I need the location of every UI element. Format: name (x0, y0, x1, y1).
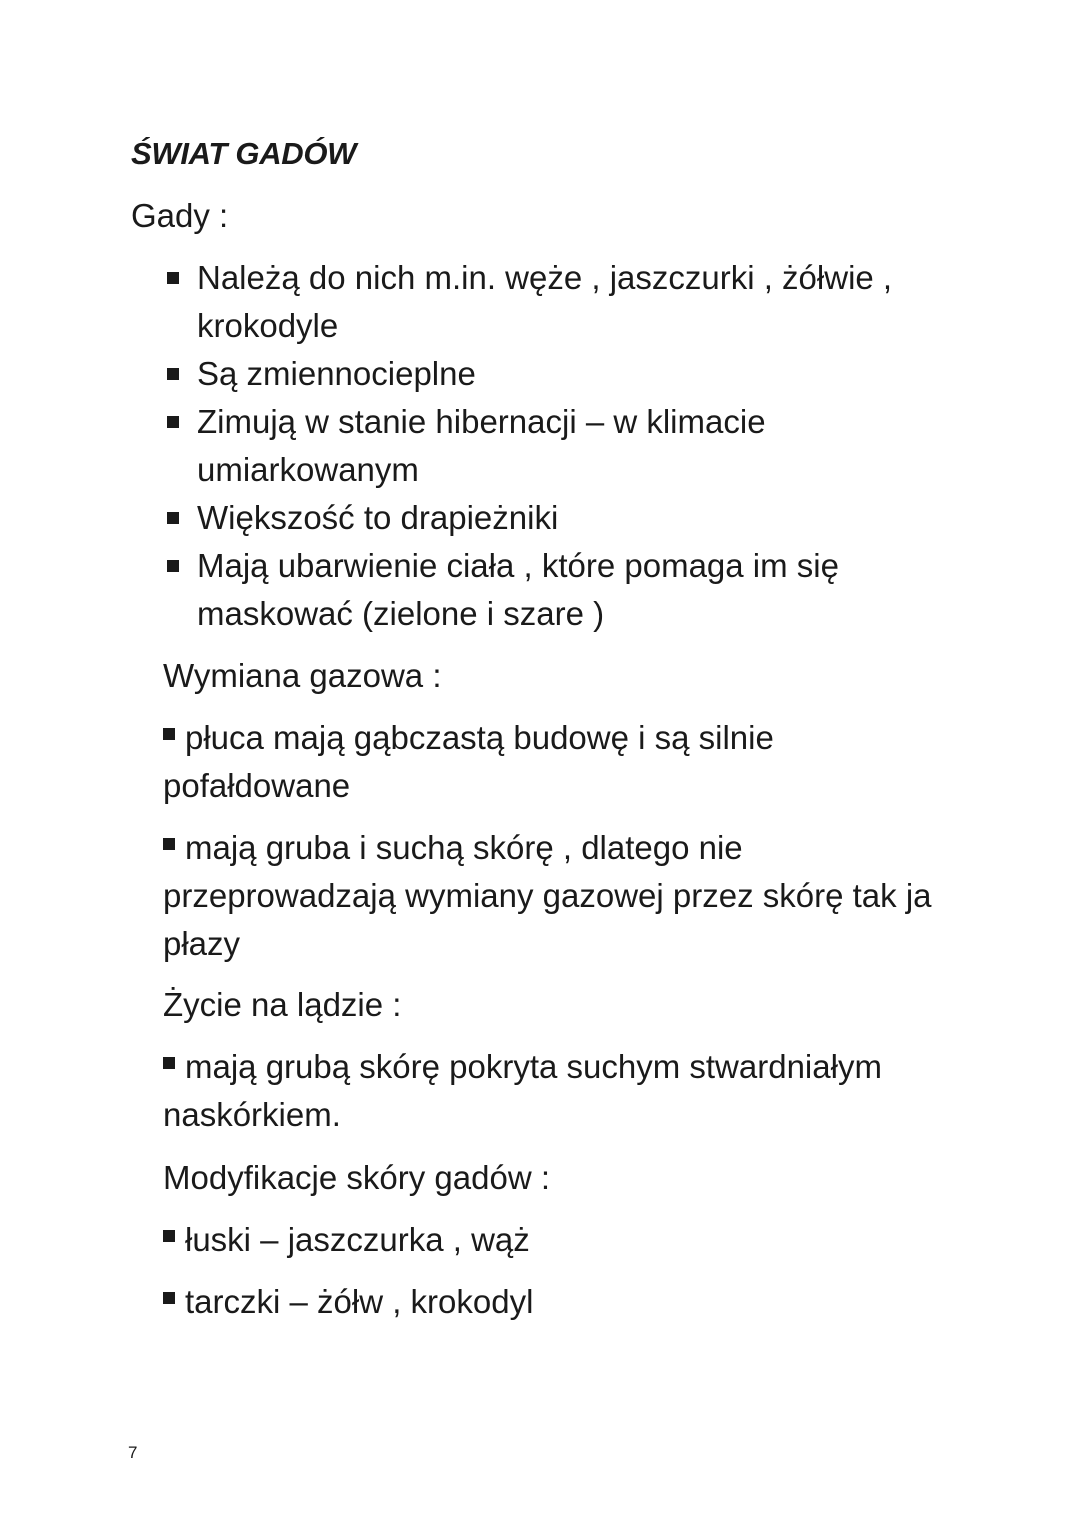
section-heading: Modyfikacje skóry gadów : (163, 1159, 550, 1196)
square-bullet-icon (163, 1230, 175, 1242)
square-bullet-icon (167, 416, 179, 428)
paragraph-text: płuca mają gąbczastą budowę i są silnie pofałdowane (163, 719, 774, 804)
traits-list (162, 254, 942, 638)
paragraph-item (163, 1043, 953, 1139)
paragraph-item (163, 824, 953, 968)
page-number: 7 (128, 1443, 138, 1462)
list-item-text: Są zmiennocieplne (197, 355, 476, 392)
square-bullet-icon (167, 512, 179, 524)
paragraph-item (163, 714, 953, 810)
section-heading: Wymiana gazowa : (163, 657, 442, 694)
list-item-text: Większość to drapieżniki (197, 499, 559, 536)
list-item (162, 350, 942, 398)
page-title: ŚWIAT GADÓW (131, 136, 357, 171)
paragraph-text: łuski – jaszczurka , wąż (185, 1221, 530, 1258)
list-item (162, 542, 942, 638)
square-bullet-icon (167, 368, 179, 380)
paragraph-item (163, 1216, 953, 1264)
square-bullet-icon (163, 728, 175, 740)
list-item-text: Zimują w stanie hibernacji – w klimacie umiarkowanym (197, 403, 766, 488)
intro-label: Gady : (131, 197, 229, 234)
paragraph-text: mają grubą skórę pokryta suchym stwardniałym naskórkiem. (163, 1048, 882, 1133)
paragraph-text: tarczki – żółw , krokodyl (185, 1283, 534, 1320)
paragraph-text: mają gruba i suchą skórę , dlatego nie przeprowadzają wymiany gazowej przez skórę tak ja płazy (163, 829, 932, 962)
square-bullet-icon (163, 1292, 175, 1304)
list-item (162, 398, 942, 494)
skin-modifications-section (163, 1154, 953, 1326)
square-bullet-icon (167, 560, 179, 572)
list-item (162, 494, 942, 542)
gas-exchange-section (163, 652, 953, 968)
square-bullet-icon (167, 272, 179, 284)
square-bullet-icon (163, 1057, 175, 1069)
paragraph-item (163, 1278, 953, 1326)
land-life-section (163, 981, 953, 1139)
list-item-text: Należą do nich m.in. węże , jaszczurki , żółwie , krokodyle (197, 259, 893, 344)
list-item (162, 254, 942, 350)
square-bullet-icon (163, 838, 175, 850)
section-heading: Życie na lądzie : (163, 986, 402, 1023)
list-item-text: Mają ubarwienie ciała , które pomaga im się maskować (zielone i szare ) (197, 547, 839, 632)
